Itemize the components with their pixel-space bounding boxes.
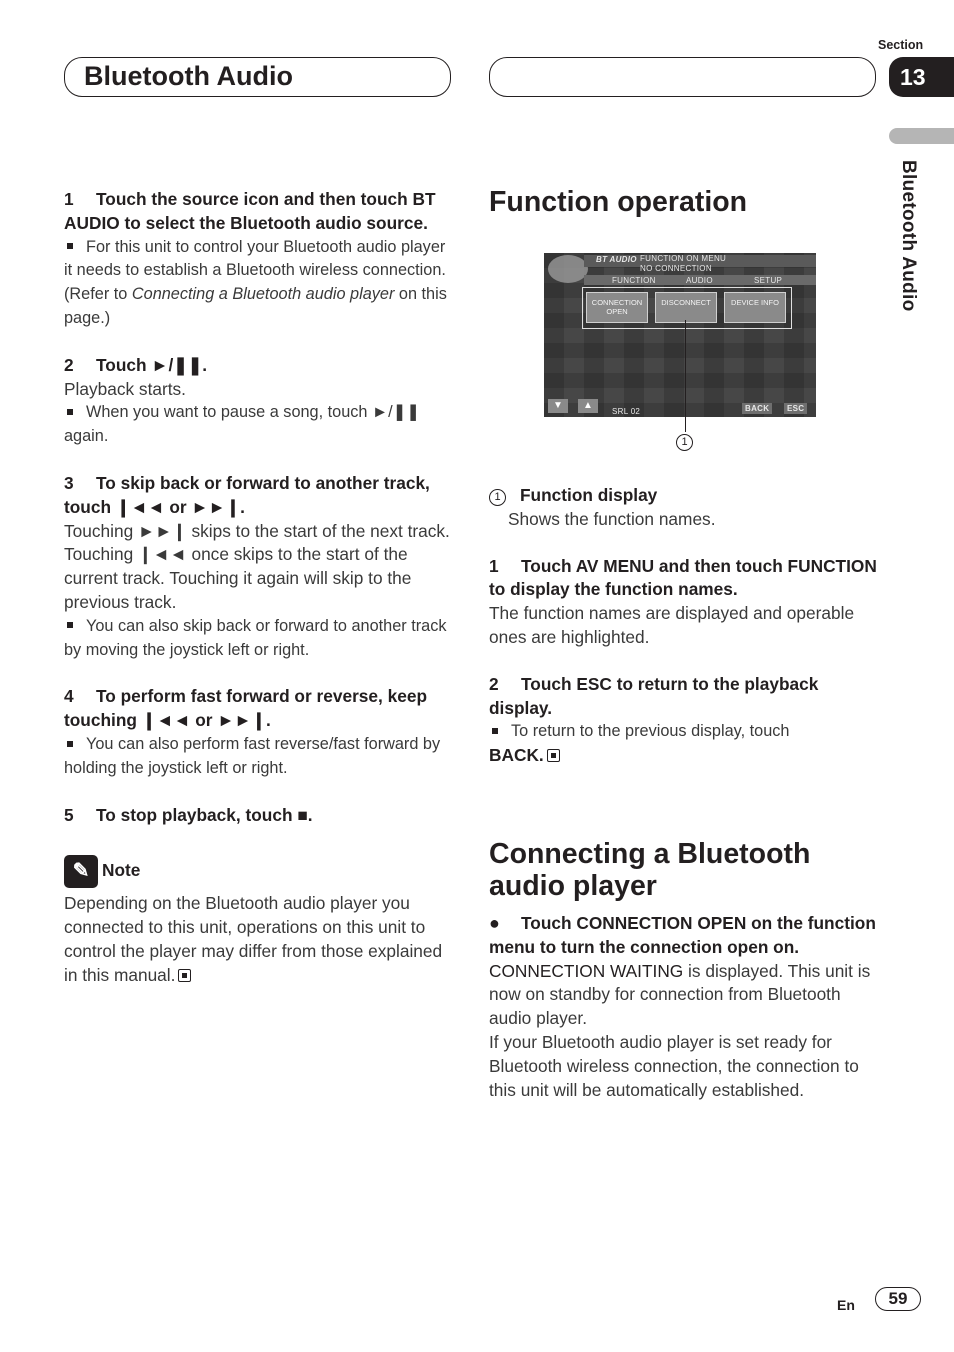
connect-step: ● Touch CONNECTION OPEN on the function menu to turn the connection open on. [489, 913, 876, 957]
screen-button-device-info: DEVICE INFO [724, 292, 786, 323]
note-pencil-icon: ✎ [64, 855, 98, 888]
end-mark-icon [178, 969, 191, 982]
section-number: 13 [889, 57, 954, 97]
end-mark-icon [547, 749, 560, 762]
function-step-1: 1 Touch AV MENU and then touch FUNCTION to display the function names. [489, 555, 877, 600]
function-step-2-bullet: To return to the previous display, touch [489, 720, 879, 744]
screen-status: SRL 02 [612, 407, 641, 416]
screen-esc: ESC [784, 403, 807, 414]
screen-tab-setup: SETUP [754, 276, 783, 285]
note-heading: ✎ Note [64, 855, 452, 888]
function-step-1-body: The function names are displayed and operable ones are highlighted. [489, 603, 855, 647]
left-column [64, 188, 452, 988]
function-display-screenshot [544, 253, 816, 417]
step-3: 3 To skip back or forward to another track, touch ❙◄◄ or ►►❙. [64, 472, 430, 517]
right-column [489, 484, 879, 768]
legend-item: 1 Function display [489, 484, 879, 508]
reference-link: Connecting a Bluetooth audio player [131, 285, 395, 304]
note-body: Depending on the Bluetooth audio player you connected to this unit, operations on this unit to control the player may differ from those explained in this manual. [64, 893, 443, 985]
page-header-title: Bluetooth Audio [84, 61, 293, 91]
side-tab-bar [889, 128, 954, 144]
step-2-body: Playback starts. [64, 378, 186, 399]
screen-button-connection-open: CONNECTION OPEN [586, 292, 648, 323]
screen-down-arrow-icon: ▼ [548, 399, 568, 413]
screen-title-1: FUNCTION ON MENU [640, 254, 727, 263]
page-number: 59 [875, 1287, 921, 1311]
connect-body-1: CONNECTION WAITING is displayed. This unit is now on standby for connection from Bluetooth audio player. [489, 960, 871, 1029]
screen-title-2: NO CONNECTION [640, 264, 712, 273]
step-1-bullet: For this unit to control your Bluetooth audio player it needs to establish a Bluetooth wireless connection. (Refer to Connecting a Bluetooth audio player on this page.) [64, 237, 447, 327]
screen-button-disconnect: DISCONNECT [655, 292, 717, 323]
callout-line [685, 320, 686, 432]
step-4-bullet: You can also perform fast reverse/fast forward by holding the joystick left or right. [64, 734, 441, 777]
step-2: 2 Touch ►/❚❚. [64, 354, 208, 375]
function-step-2-back: BACK. [489, 744, 879, 768]
function-operation-heading: Function operation [489, 186, 748, 218]
step-3-bullet: You can also skip back or forward to another track by moving the joystick left or right. [64, 616, 447, 659]
screen-brand: BT AUDIO [596, 255, 637, 264]
footer-lang: En [837, 1297, 855, 1313]
step-4: 4 To perform fast forward or reverse, keep touching ❙◄◄ or ►►❙. [64, 686, 428, 731]
connect-body-2: If your Bluetooth audio player is set ready for Bluetooth wireless connection, the connection to this unit will be automatically established. [489, 1031, 859, 1100]
section-label: Section [878, 38, 924, 52]
screen-tab-audio: AUDIO [686, 276, 713, 285]
step-1: 1 Touch the source icon and then touch BT AUDIO to select the Bluetooth audio source. [64, 189, 436, 233]
connect-column [489, 912, 879, 1102]
screen-tab-function: FUNCTION [612, 276, 656, 285]
callout-marker: 1 [676, 433, 693, 451]
header-right-frame [489, 57, 876, 97]
step-5: 5 To stop playback, touch ■. [64, 804, 313, 825]
legend-body: Shows the function names. [508, 508, 716, 529]
side-tab-label: Bluetooth Audio [898, 160, 919, 312]
screen-up-arrow-icon: ▲ [578, 399, 598, 413]
step-3-body: Touching ►►❙ skips to the start of the next track. Touching ❙◄◄ once skips to the start of the current track. Touching it again will skip to the previous track. [64, 520, 450, 612]
function-step-2: 2 Touch ESC to return to the playback display. [489, 673, 819, 718]
step-2-bullet: When you want to pause a song, touch ►/❚❚ again. [64, 403, 420, 446]
screen-back: BACK [742, 403, 772, 414]
connecting-heading: Connecting a Bluetooth audio player [489, 838, 811, 902]
